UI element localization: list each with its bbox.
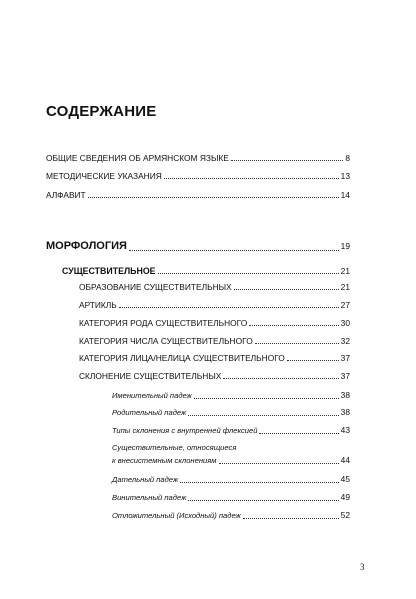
dot-leader	[188, 493, 338, 501]
toc-entry-page: 27	[340, 300, 350, 310]
dot-leader	[287, 353, 339, 361]
toc-entry-accusative[interactable]	[112, 492, 350, 503]
toc-entry-page: 45	[340, 474, 350, 484]
toc-entry-page: 8	[345, 153, 350, 163]
toc-entry-label: МЕТОДИЧЕСКИЕ УКАЗАНИЯ	[46, 171, 162, 181]
toc-entry-page: 43	[340, 425, 350, 435]
toc-entry-gender[interactable]	[79, 318, 350, 328]
page-number: 3	[360, 562, 365, 572]
toc-entry-methods[interactable]	[46, 171, 350, 181]
toc-entry-number[interactable]	[79, 336, 350, 346]
toc-entry-person[interactable]	[79, 353, 350, 363]
toc-entry-dative[interactable]	[112, 474, 350, 485]
toc-entry-label: СУЩЕСТВИТЕЛЬНОЕ	[62, 266, 156, 276]
toc-entry-page: 21	[340, 282, 350, 292]
dot-leader	[164, 171, 339, 179]
toc-entry-page: 38	[340, 407, 350, 417]
dot-leader	[158, 266, 339, 274]
dot-leader	[119, 300, 339, 308]
toc-entry-label: Типы склонения с внутренней флексией	[112, 426, 258, 435]
toc-entry-outer[interactable]	[112, 455, 350, 466]
toc-entry-page: 49	[340, 492, 350, 502]
dot-leader	[231, 153, 343, 161]
toc-entry-label: Отложительный (Исходный) падеж	[112, 511, 241, 520]
dot-leader	[243, 511, 339, 519]
toc-entry-declension[interactable]	[79, 371, 350, 381]
dot-leader	[259, 426, 338, 434]
dot-leader	[223, 371, 338, 379]
toc-entry-label: АРТИКЛЬ	[79, 300, 117, 310]
toc-entry-page: 32	[340, 336, 350, 346]
dot-leader	[194, 391, 339, 399]
toc-entry-page: 37	[340, 353, 350, 363]
dot-leader	[234, 282, 339, 290]
toc-entry-morphology[interactable]	[46, 240, 350, 253]
toc-entry-label: Дательный падеж	[112, 475, 179, 484]
dot-leader	[188, 408, 338, 416]
toc-entry-label: к внесистемным склонениям	[112, 456, 217, 465]
toc-entry-ablative[interactable]	[112, 510, 350, 521]
toc-entry-label: КАТЕГОРИЯ РОДА СУЩЕСТВИТЕЛЬНОГО	[79, 318, 248, 328]
toc-entry-page: 52	[340, 510, 350, 520]
toc-entry-noun[interactable]	[62, 266, 350, 276]
toc-entry-label: ОБЩИЕ СВЕДЕНИЯ ОБ АРМЯНСКОМ ЯЗЫКЕ	[46, 153, 229, 163]
toc-entry-page: 44	[340, 455, 350, 465]
toc-entry-label: КАТЕГОРИЯ ЧИСЛА СУЩЕСТВИТЕЛЬНОГО	[79, 336, 253, 346]
toc-entry-outer-line1: Существительные, относящиеся	[112, 443, 237, 452]
dot-leader	[219, 456, 339, 464]
dot-leader	[255, 336, 339, 344]
toc-entry-general[interactable]	[46, 153, 350, 163]
toc-entry-noun-formation[interactable]	[79, 282, 350, 292]
toc-entry-page: 38	[340, 390, 350, 400]
toc-entry-alphabet[interactable]	[46, 190, 350, 200]
toc-entry-label: КАТЕГОРИЯ ЛИЦА/НЕЛИЦА СУЩЕСТВИТЕЛЬНОГО	[79, 353, 285, 363]
toc-entry-label: СКЛОНЕНИЕ СУЩЕСТВИТЕЛЬНЫХ	[79, 371, 222, 381]
dot-leader	[249, 318, 338, 326]
dot-leader	[129, 241, 339, 251]
toc-entry-nominative[interactable]	[112, 390, 350, 401]
toc-entry-page: 14	[340, 190, 350, 200]
page-title: СОДЕРЖАНИЕ	[46, 103, 157, 120]
toc-entry-label: Родительный падеж	[112, 408, 187, 417]
toc-entry-page: 13	[340, 171, 350, 181]
toc-entry-article[interactable]	[79, 300, 350, 310]
toc-entry-label: МОРФОЛОГИЯ	[46, 240, 127, 252]
toc-entry-page: 21	[340, 266, 350, 276]
dot-leader	[88, 190, 339, 198]
toc-entry-inner-flexion[interactable]	[112, 425, 350, 436]
toc-entry-label: Именительный падеж	[112, 391, 192, 400]
toc-entry-label: Винительный падеж	[112, 493, 187, 502]
dot-leader	[180, 475, 338, 483]
toc-entry-genitive[interactable]	[112, 407, 350, 418]
toc-entry-label: АЛФАВИТ	[46, 190, 86, 200]
toc-entry-page: 19	[340, 241, 350, 251]
toc-entry-page: 37	[340, 371, 350, 381]
toc-entry-page: 30	[340, 318, 350, 328]
toc-entry-label: ОБРАЗОВАНИЕ СУЩЕСТВИТЕЛЬНЫХ	[79, 282, 232, 292]
